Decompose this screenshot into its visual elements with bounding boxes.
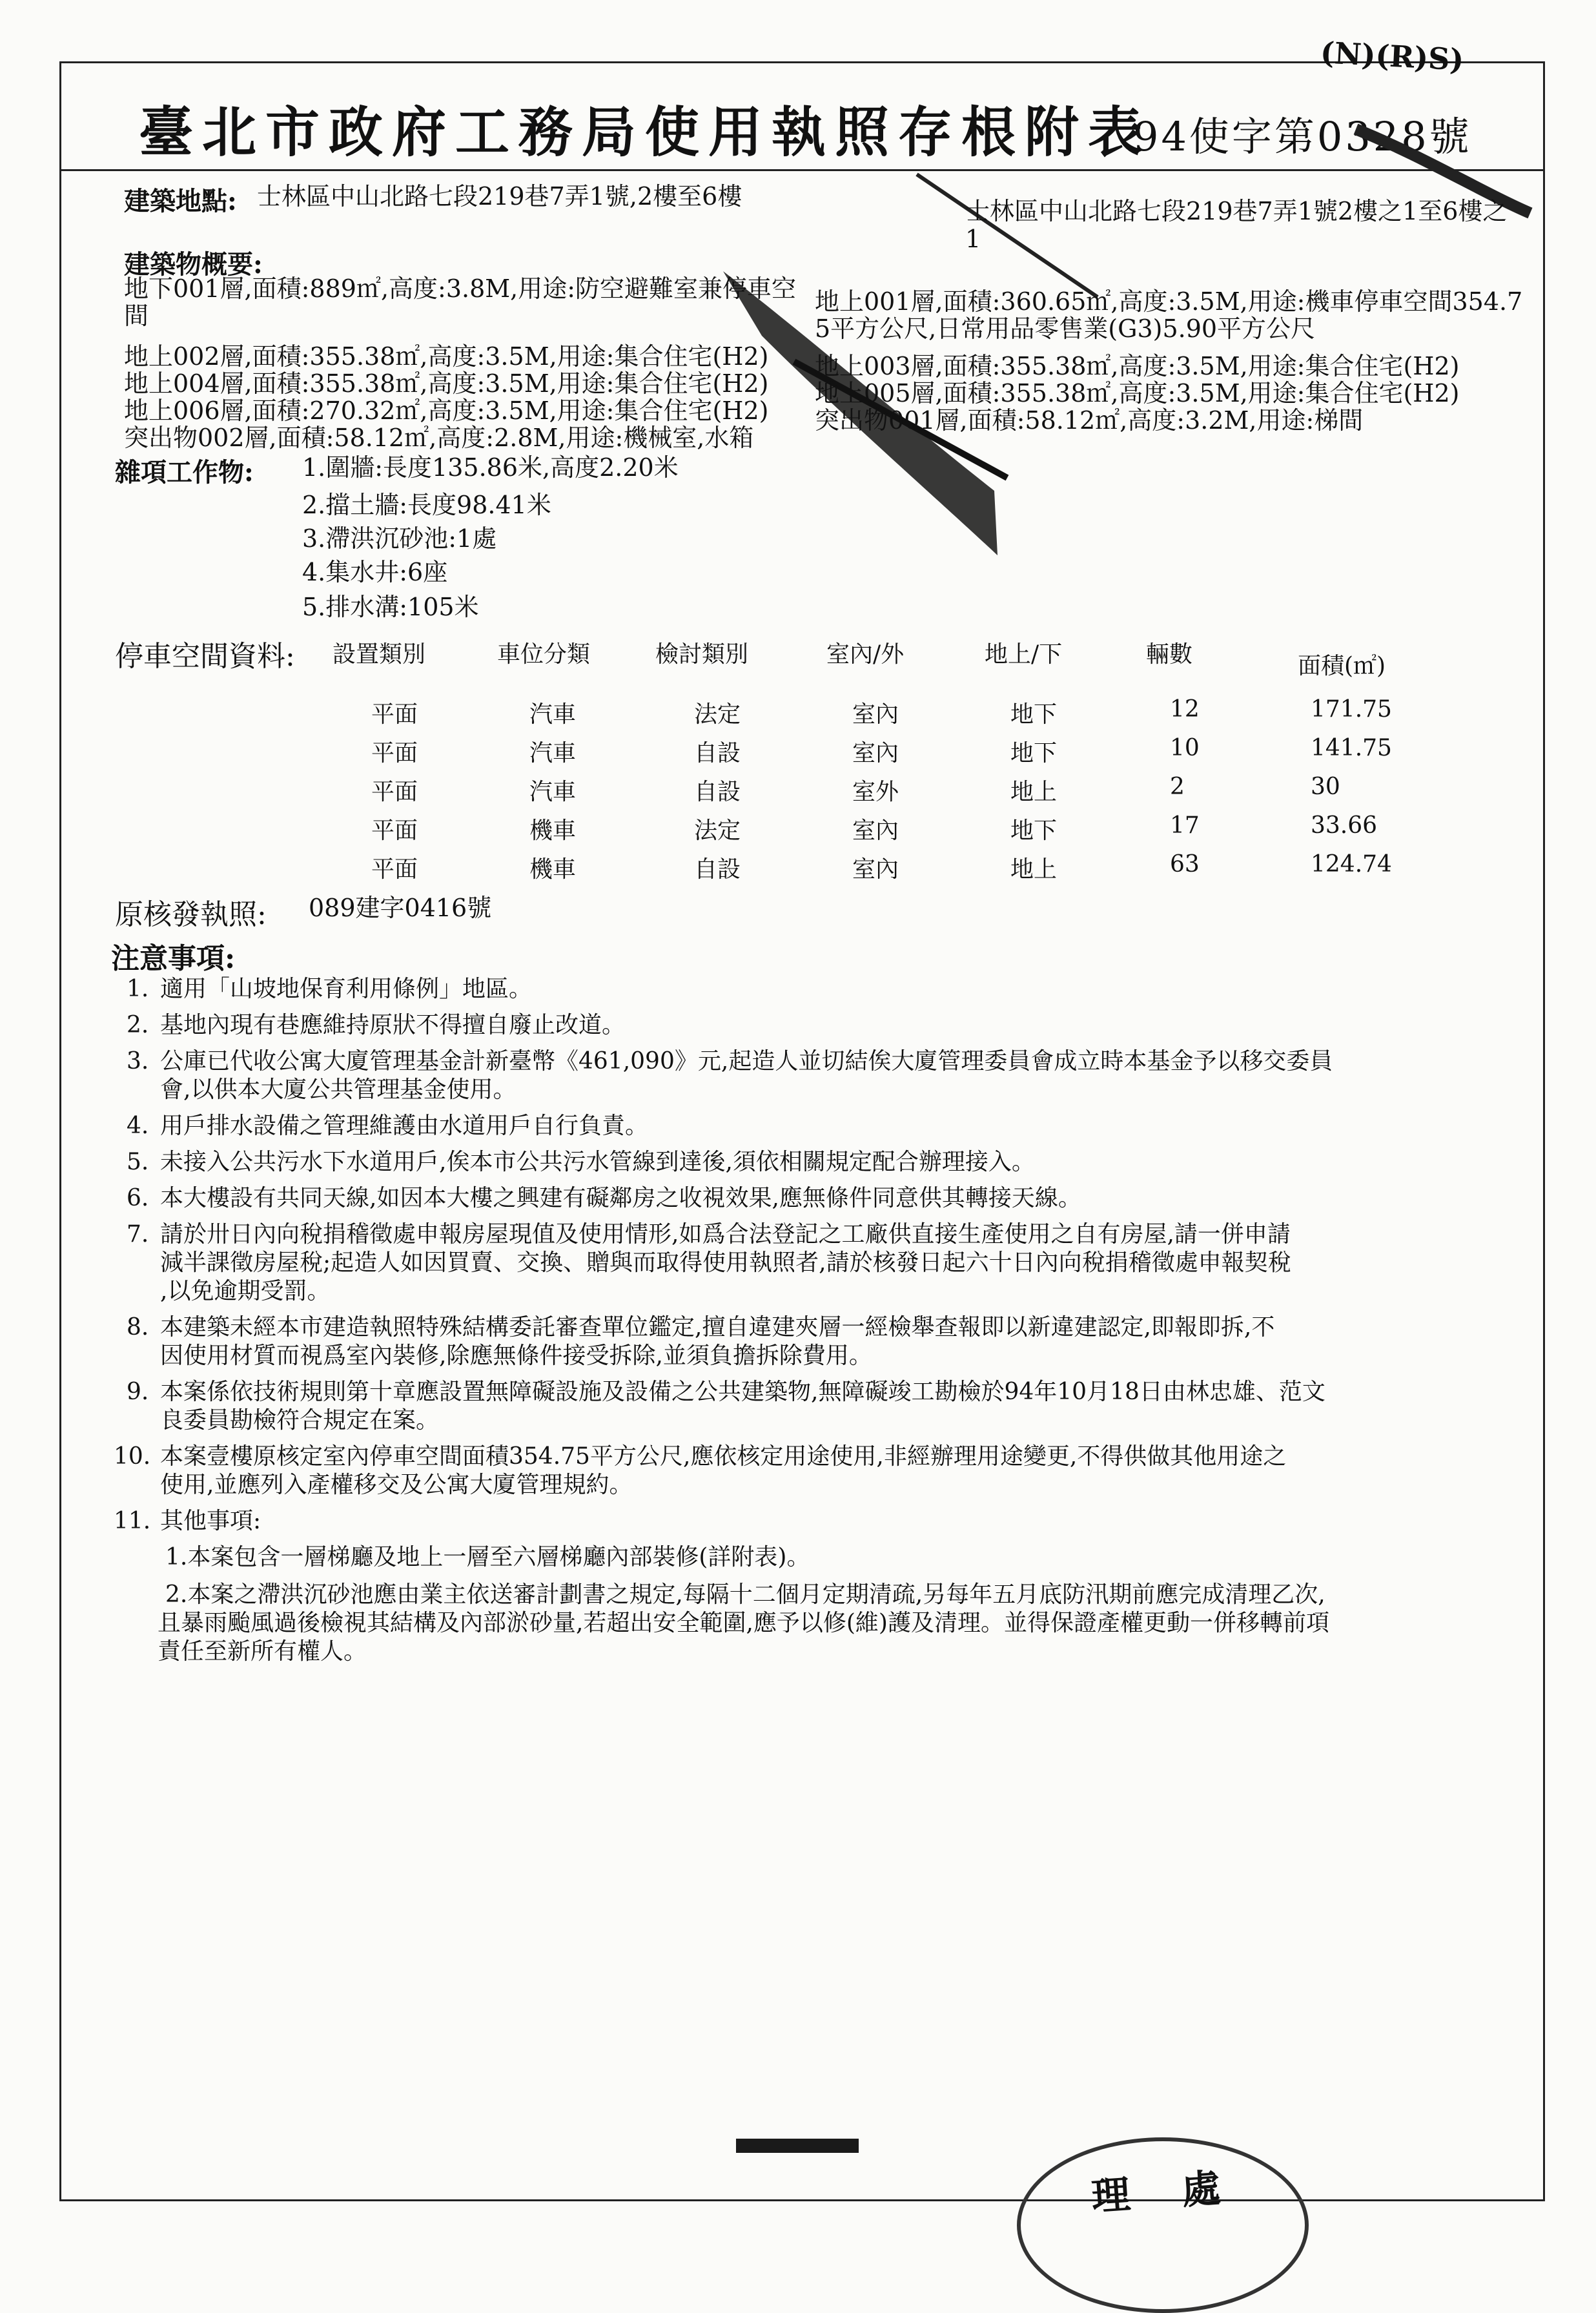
note-text: ,以免逾期受罰。 [160,1278,331,1304]
note-number: 1. [127,976,149,1002]
note-text: 本案係依技術規則第十章應設置無障礙設施及設備之公共建築物,無障礙竣工勘檢於94年10月18日由林忠雄、范文 [160,1379,1325,1405]
table-cell: 平面 [371,740,418,766]
note-text: 本案壹樓原核定室內停車空間面積354.75平方公尺,應依核定用途使用,非經辦理用途變更,不得供做其他用途之 [160,1443,1287,1470]
table-cell: 平面 [371,856,418,883]
parking-header: 設置類別 [332,641,426,668]
note-text: 減半課徵房屋稅;起造人如因買賣、交換、贈與而取得使用執照者,請於核發日起六十日內向稅捐稽徵處申報契稅 [160,1249,1291,1276]
misc-item-2: 2.擋土牆:長度98.41米 [302,491,551,519]
note-text: 本建築未經本市建造執照特殊結構委託審查單位鑑定,擅自違建夾層一經檢舉查報即以新違建認定,即報即拆,不 [160,1314,1275,1341]
table-cell: 124.74 [1311,851,1392,878]
note-number: 2. [127,1012,149,1038]
table-cell: 室內 [852,701,899,728]
ink-smudge [736,2139,859,2153]
parking-header: 輛數 [1146,641,1193,668]
note-number: 4. [127,1113,149,1139]
table-cell: 地下 [1010,817,1058,844]
table-cell: 機車 [529,856,577,883]
overview-right-1: 地上001層,面積:360.65㎡,高度:3.5M,用途:機車停車空間354.7 [815,287,1523,316]
note-text: 使用,並應列入產權移交及公寓大廈管理規約。 [160,1472,633,1498]
note-text: 公庫已代收公寓大廈管理基金計新臺幣《461,090》元,起造人並切結俟大廈管理委員會成立時本基金予以移交委員 [160,1048,1333,1074]
table-cell: 地上 [1010,779,1058,805]
table-cell: 33.66 [1311,812,1378,839]
other-item-text: 1.本案包含一層梯廳及地上一層至六層梯廳內部裝修(詳附表)。 [165,1544,810,1570]
note-number: 3. [127,1048,149,1074]
table-row [0,812,1596,842]
note-number: 5. [127,1149,149,1175]
note-text: 請於卅日內向稅捐稽徵處申報房屋現值及使用情形,如爲合法登記之工廠供直接生產使用之自有房屋,請一併申請 [160,1221,1291,1248]
note-number: 7. [127,1221,149,1248]
seal-text: 理處 [1090,2162,1274,2220]
note-number: 10. [114,1443,151,1470]
overview-left-5: 地上006層,面積:270.32㎡,高度:3.5M,用途:集合住宅(H2) [124,396,769,425]
table-cell: 平面 [371,817,418,844]
parking-header: 車位分類 [497,641,591,668]
original-permit-label: 原核發執照: [115,898,267,931]
overview-left-4: 地上004層,面積:355.38㎡,高度:3.5M,用途:集合住宅(H2) [124,369,769,398]
note-text: 未接入公共污水下水道用戶,俟本市公共污水管線到達後,須依相關規定配合辦理接入。 [160,1149,1035,1175]
table-cell: 地上 [1010,856,1058,883]
parking-header-row [0,636,1596,679]
overview-right-2: 5平方公尺,日常用品零售業(G3)5.90平方公尺 [815,314,1316,343]
note-text: 其他事項: [160,1508,261,1534]
table-cell: 17 [1170,812,1200,839]
table-cell: 法定 [694,701,741,728]
note-text: 基地內現有巷應維持原狀不得擅自廢止改道。 [160,1012,626,1038]
table-row [0,735,1596,765]
table-cell: 汽車 [529,740,577,766]
parking-header: 檢討類別 [655,641,749,668]
overview-left-6: 突出物002層,面積:58.12㎡,高度:2.8M,用途:機械室,水箱 [124,424,754,452]
site-address: 士林區中山北路七段219巷7弄1號,2樓至6樓 [257,182,742,211]
site-address-extra-1: 士林區中山北路七段219巷7弄1號2樓之1至6樓之 [965,197,1508,225]
table-cell: 10 [1170,735,1200,761]
note-text: 用戶排水設備之管理維護由水道用戶自行負責。 [160,1113,649,1139]
table-cell: 2 [1170,774,1185,800]
overview-right-3: 地上003層,面積:355.38㎡,高度:3.5M,用途:集合住宅(H2) [815,352,1460,380]
note-text: 本大樓設有共同天線,如因本大樓之興建有礙鄰房之收視效果,應無條件同意供其轉接天線。 [160,1185,1081,1211]
table-row [0,774,1596,803]
overview-left-1: 地下001層,面積:889㎡,高度:3.8M,用途:防空避難室兼停車空 [124,274,797,303]
misc-item-3: 3.滯洪沉砂池:1處 [302,524,497,553]
note-number: 11. [114,1508,151,1534]
original-permit-value: 089建字0416號 [309,894,492,922]
overview-left-2: 間 [124,302,149,330]
table-cell: 自設 [694,779,741,805]
table-cell: 汽車 [529,779,577,805]
overview-right-4: 地上005層,面積:355.38㎡,高度:3.5M,用途:集合住宅(H2) [815,379,1460,407]
page-title: 臺北市政府工務局使用執照存根附表 [139,100,1152,164]
parking-header: 地上/下 [985,641,1063,668]
overview-right-5: 突出物001層,面積:58.12㎡,高度:3.2M,用途:梯間 [815,406,1364,435]
table-cell: 自設 [694,856,741,883]
misc-item-5: 5.排水溝:105米 [302,593,479,621]
misc-item-1: 1.圍牆:長度135.86米,高度2.20米 [302,453,679,482]
table-cell: 63 [1170,851,1200,878]
corner-mark: (N)(R)S) [1319,35,1465,77]
site-address-extra-2: 1 [965,225,981,253]
table-cell: 機車 [529,817,577,844]
permit-number: 94使字第0328號 [1133,113,1472,160]
table-cell: 室內 [852,856,899,883]
note-text: 適用「山坡地保育利用條例」地區。 [160,976,533,1002]
table-cell: 地下 [1010,701,1058,728]
other-item-text: 責任至新所有權人。 [158,1638,367,1665]
note-number: 8. [127,1314,149,1341]
overview-left-3: 地上002層,面積:355.38㎡,高度:3.5M,用途:集合住宅(H2) [124,342,769,371]
parking-label: 停車空間資料: [115,640,295,673]
other-item-text: 2.本案之滯洪沉砂池應由業主依送審計劃書之規定,每隔十二個月定期清疏,另每年五月底防汛期前應完成清理乙次, [165,1581,1325,1608]
misc-item-4: 4.集水井:6座 [302,558,448,586]
overview-label: 建築物概要: [124,249,263,280]
table-cell: 30 [1311,774,1340,800]
table-cell: 室內 [852,740,899,766]
table-cell: 室外 [852,779,899,805]
table-cell: 地下 [1010,740,1058,766]
table-cell: 171.75 [1311,696,1392,723]
table-cell: 自設 [694,740,741,766]
note-text: 會,以供本大廈公共管理基金使用。 [160,1076,517,1103]
note-text: 良委員勘檢符合規定在案。 [160,1407,440,1434]
site-label: 建築地點: [124,186,237,216]
table-cell: 12 [1170,696,1200,723]
other-item-text: 且暴雨颱風過後檢視其結構及內部淤砂量,若超出安全範圍,應予以修(維)護及清理。並得保證產權更動一併移轉前項 [158,1610,1329,1636]
note-number: 6. [127,1185,149,1211]
note-number: 9. [127,1379,149,1405]
notes-label: 注意事項: [111,942,236,975]
note-text: 因使用材質而視爲室內裝修,除應無條件接受拆除,並須負擔拆除費用。 [160,1342,872,1369]
table-cell: 平面 [371,701,418,728]
table-cell: 室內 [852,817,899,844]
misc-label: 雜項工作物: [115,457,254,488]
table-cell: 141.75 [1311,735,1392,761]
parking-header: 面積(㎡) [1298,653,1386,679]
table-row [0,851,1596,881]
table-cell: 汽車 [529,701,577,728]
table-cell: 法定 [694,817,741,844]
table-row [0,696,1596,726]
table-cell: 平面 [371,779,418,805]
parking-header: 室內/外 [826,641,905,668]
